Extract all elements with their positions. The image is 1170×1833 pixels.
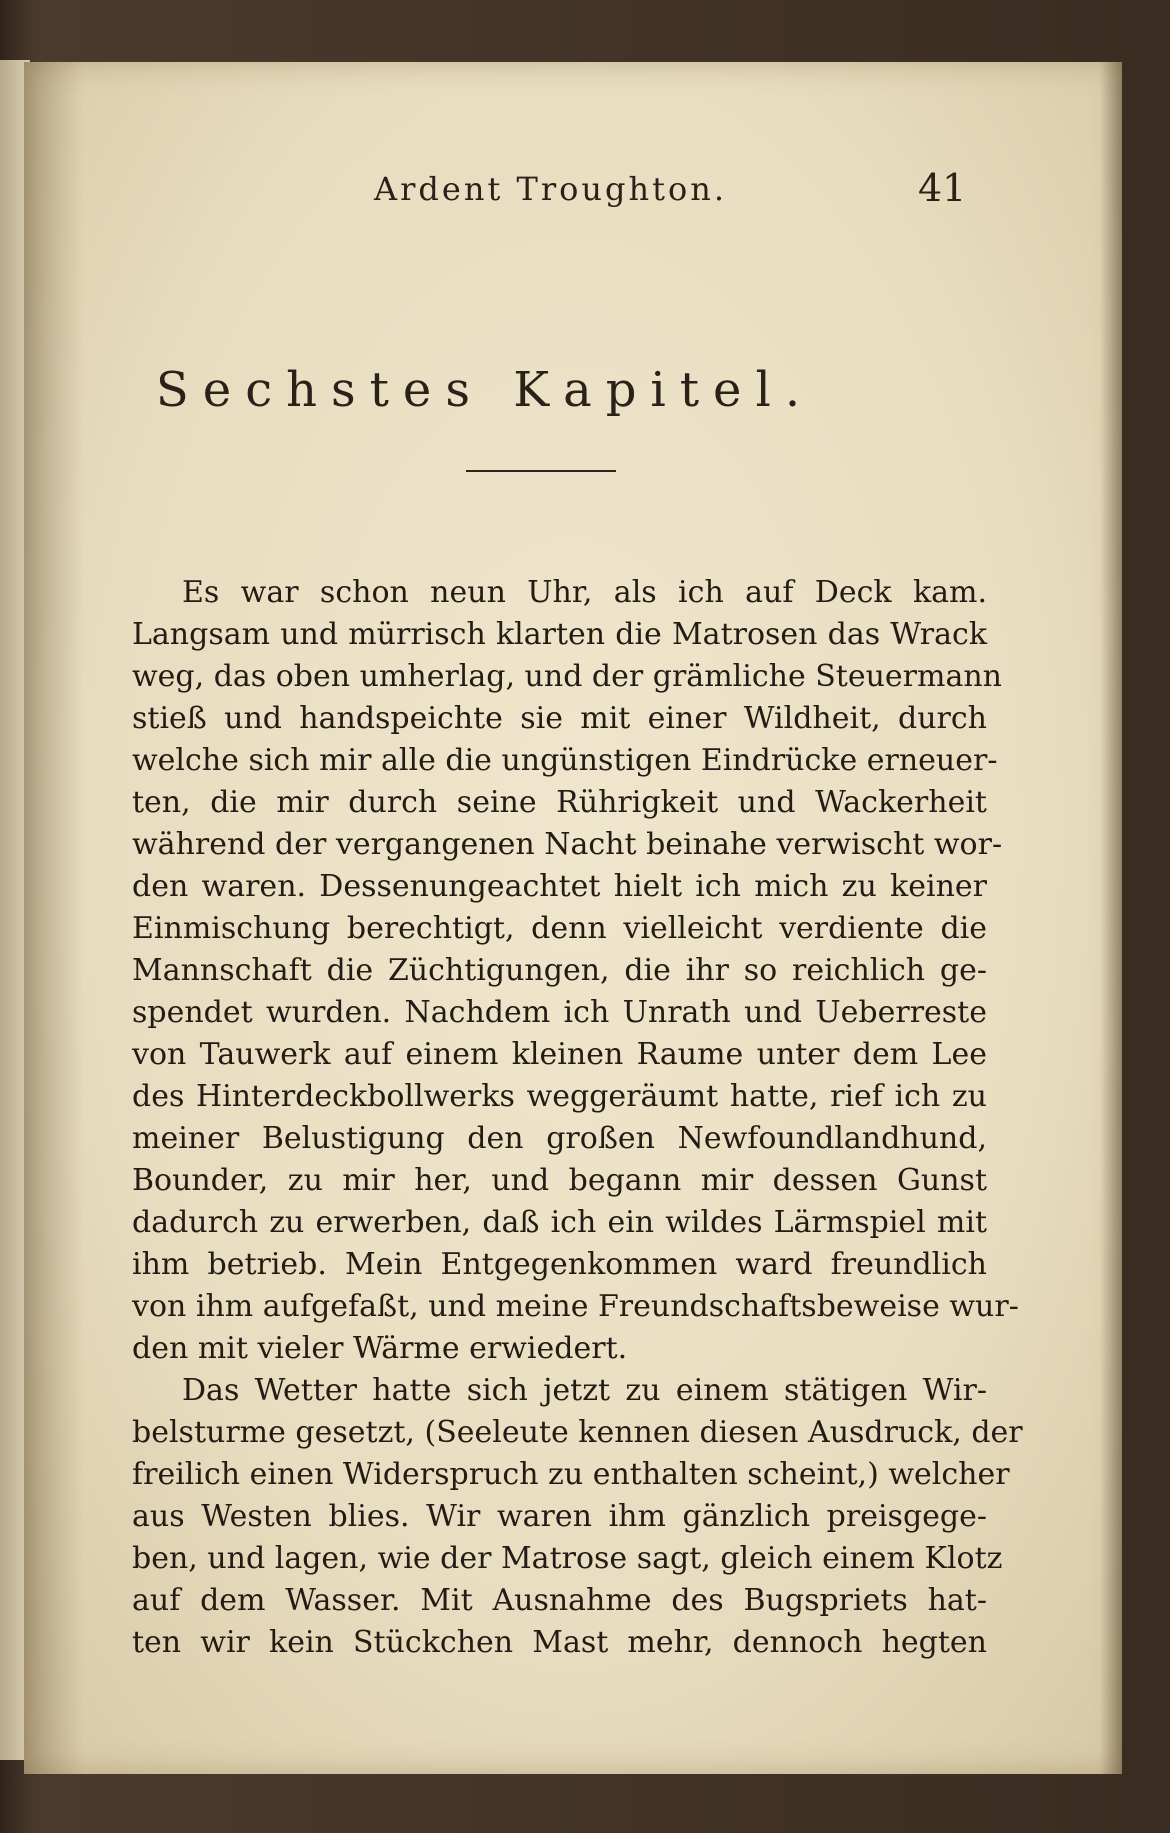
- text-line: von Tauwerk auf einem kleinen Raume unter dem Lee: [132, 1037, 987, 1072]
- text-line: des Hinterdeckbollwerks weggeräumt hatte, rief ich zu: [132, 1079, 987, 1114]
- text-line: Einmischung berechtigt, denn vielleicht verdiente die: [132, 911, 987, 946]
- text-line: spendet wurden. Nachdem ich Unrath und Ueberreste: [132, 995, 987, 1030]
- gutter-shadow: [24, 62, 84, 1774]
- page-number: 41: [918, 166, 967, 210]
- text-line: Es war schon neun Uhr, als ich auf Deck kam.: [182, 575, 987, 610]
- text-line: meiner Belustigung den großen Newfoundlandhund,: [132, 1121, 987, 1156]
- page-edge-shadow: [1100, 62, 1122, 1774]
- chapter-rule: [466, 470, 616, 472]
- text-line: weg, das oben umherlag, und der grämliche Steuermann: [132, 659, 1002, 694]
- body-text: [132, 572, 1023, 1664]
- text-line: Das Wetter hatte sich jetzt zu einem stätigen Wir-: [182, 1373, 987, 1408]
- text-line: von ihm aufgefaßt, und meine Freundschaftsbeweise wur-: [132, 1289, 1019, 1324]
- chapter-title: Sechstes Kapitel.: [155, 362, 815, 418]
- text-line: während der vergangenen Nacht beinahe verwischt wor-: [132, 827, 1003, 862]
- text-line: dadurch zu erwerben, daß ich ein wildes Lärmspiel mit: [132, 1205, 987, 1240]
- text-line: Bounder, zu mir her, und begann mir dessen Gunst: [132, 1163, 987, 1198]
- text-line: Mannschaft die Züchtigungen, die ihr so reichlich ge-: [132, 953, 987, 988]
- text-line: stieß und handspeichte sie mit einer Wildheit, durch: [132, 701, 987, 736]
- text-line: Langsam und mürrisch klarten die Matrosen das Wrack: [132, 617, 987, 652]
- running-head: Ardent Troughton.: [374, 170, 727, 208]
- text-line: freilich einen Widerspruch zu enthalten scheint,) welcher: [132, 1457, 1010, 1492]
- book-page: [24, 62, 1122, 1774]
- text-line: ihm betrieb. Mein Entgegenkommen ward freundlich: [132, 1247, 987, 1282]
- text-line: belsturme gesetzt, (Seeleute kennen diesen Ausdruck, der: [132, 1415, 1023, 1450]
- text-line: auf dem Wasser. Mit Ausnahme des Bugspriets hat-: [132, 1583, 987, 1618]
- text-line: ben, und lagen, wie der Matrose sagt, gleich einem Klotz: [132, 1541, 1003, 1576]
- text-line: ten wir kein Stückchen Mast mehr, dennoch hegten: [132, 1625, 987, 1660]
- text-line: den waren. Dessenungeachtet hielt ich mich zu keiner: [132, 869, 987, 904]
- text-line: ten, die mir durch seine Rührigkeit und Wackerheit: [132, 785, 987, 820]
- text-line: den mit vieler Wärme erwiedert.: [132, 1331, 628, 1366]
- text-line: aus Westen blies. Wir waren ihm gänzlich preisgege-: [132, 1499, 987, 1534]
- text-line: welche sich mir alle die ungünstigen Eindrücke erneuer-: [132, 743, 998, 778]
